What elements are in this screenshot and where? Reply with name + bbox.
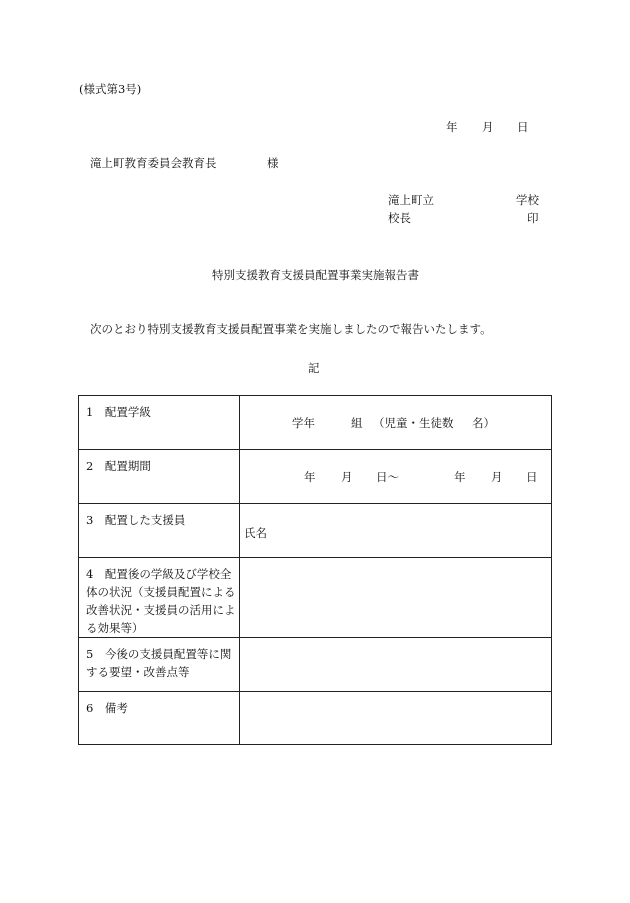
- intro-text: 次のとおり特別支援教育支援員配置事業を実施しましたので報告いたします。: [90, 322, 492, 336]
- form-number: (様式第3号): [79, 82, 142, 96]
- table-row-class: [79, 396, 552, 450]
- period-year-1: 年: [304, 470, 316, 484]
- period-month-1: 月: [341, 470, 353, 484]
- students-close-label: 名）: [472, 416, 495, 430]
- period-day-2: 日: [526, 470, 538, 484]
- row-value-period: [240, 450, 552, 504]
- addressee-name: 滝上町教育委員会教育長: [90, 156, 217, 170]
- period-month-2: 月: [491, 470, 503, 484]
- date-day: 日: [517, 120, 529, 134]
- period-year-2: 年: [454, 470, 466, 484]
- sender-seal: 印: [527, 211, 539, 225]
- report-table: [78, 395, 552, 745]
- row-value-requests[interactable]: [240, 638, 552, 692]
- date-year: 年: [446, 120, 458, 134]
- table-row-staff: [79, 504, 552, 558]
- date-month: 月: [482, 120, 494, 134]
- table-row-remarks: [79, 692, 552, 745]
- row-label: 6 備考: [79, 692, 240, 745]
- sender-school: 学校: [516, 193, 539, 207]
- table-row-requests: [79, 638, 552, 692]
- row-value-remarks[interactable]: [240, 692, 552, 745]
- sender-town: 滝上町立: [388, 193, 434, 207]
- table-row-status: [79, 558, 552, 638]
- table-row-period: [79, 450, 552, 504]
- row-label: 2 配置期間: [79, 450, 240, 504]
- row-value-status[interactable]: [240, 558, 552, 638]
- staff-name-label: 氏名: [244, 526, 267, 540]
- row-label: 4 配置後の学級及び学校全体の状況（支援員配置による改善状況・支援員の活用による効果等）: [79, 558, 240, 638]
- addressee-honorific: 様: [267, 156, 279, 170]
- ki-label: 記: [308, 361, 320, 375]
- row-value-class: [240, 396, 552, 450]
- row-label: 5 今後の支援員配置等に関する要望・改善点等: [79, 638, 240, 692]
- sender-principal: 校長: [388, 211, 411, 225]
- students-open-label: （児童・生徒数: [373, 416, 454, 430]
- row-value-staff: [240, 504, 552, 558]
- row-label: 1 配置学級: [79, 396, 240, 450]
- row-label: 3 配置した支援員: [79, 504, 240, 558]
- class-label: 組: [351, 416, 363, 430]
- document-title: 特別支援教育支援員配置事業実施報告書: [212, 268, 419, 282]
- grade-label: 学年: [292, 416, 315, 430]
- period-day-1: 日～: [376, 470, 399, 484]
